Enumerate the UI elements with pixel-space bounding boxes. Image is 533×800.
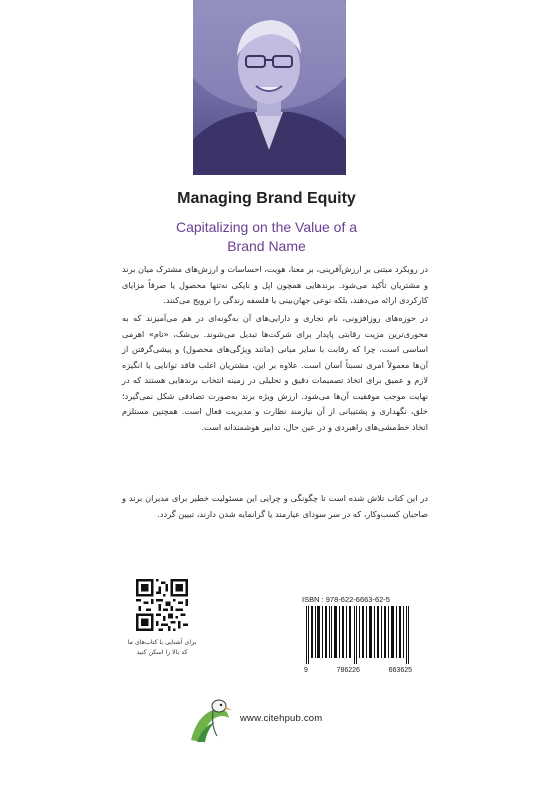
description-paragraph-3 <box>122 491 428 522</box>
book-title: Managing Brand Equity <box>177 190 356 207</box>
barcode-digit-group: 663625 <box>388 667 412 674</box>
qr-code[interactable] <box>136 579 188 631</box>
qr-caption-line-2: کد بالا را اسکن کنید <box>136 649 188 656</box>
publisher-logo-icon <box>187 696 233 746</box>
qr-caption <box>110 638 214 658</box>
paragraph-text: در حوزه‌های روزافزونی، نام تجاری و دارایی‌های آن به‌گونه‌ای در هم می‌آمیزند که به محوری‌ترین مزیت رقابتی پایدار برای شرکت‌ها تبدیل می‌شوند. بی‌شک، «نام» اهرمی اساسی است، چرا که رقابت با سایر مبانی (مانند ویژگی‌های محصول) و پیشی‌گرفتن از آن‌ها معمولاً امری نسبتاً آسان است. علاوه بر این، مشتریان اغلب فاقد توانایی یا انگیزه لازم و عمیق برای اتخاذ تصمیمات دقیق و تحلیلی در زمینه انتخاب برندهایی هستند که در نهایت موجب موفقیت آن‌ها می‌شود. ارزش ویژه برند به‌صورت تصادفی شکل نمی‌گیرد؛ خلق، نگهداری و پشتیبانی از آن نیازمند نظارت و مدیریت فعال است. همچنین مستلزم اتخاذ خط‌مشی‌های راهبردی و در عین حال، تدابیر هوشمندانه است. <box>122 313 428 432</box>
description-paragraph-2 <box>122 311 428 435</box>
author-portrait <box>193 0 346 175</box>
book-subtitle <box>0 218 533 256</box>
barcode-digit-group: 9 <box>304 667 308 674</box>
qr-code-image <box>136 579 188 631</box>
isbn-label: ISBN : 978-622-6663-62-5 <box>302 595 390 604</box>
barcode-digits <box>304 667 412 674</box>
barcode-digit-group: 786226 <box>336 667 360 674</box>
publisher-website[interactable]: www.citehpub.com <box>240 713 323 724</box>
subtitle-line-2: Brand Name <box>227 238 306 254</box>
description-paragraph-1 <box>122 262 428 309</box>
paragraph-text: در این کتاب تلاش شده است تا چگونگی و چرایی این مسئولیت خطیر برای مدیران برند و صاحبان کسب‌وکار، که در سر سودای عیارمند یا گرانمایه شدن دارند، تبیین گردد. <box>122 493 428 519</box>
paragraph-text: در رویکرد مبتنی بر ارزش‌آفرینی، بر معنا، هویت، احساسات و ارزش‌های مشترک میان برند و مشتریان تأکید می‌شود. برندهایی همچون اپل و نایکی نه‌تنها محصول یا صرفاً مزایای کارکردی ارائه می‌دهند، بلکه نوعی جهان‌بینی یا فلسفه زندگی را ترویج می‌کنند. <box>122 264 428 305</box>
portrait-illustration <box>193 0 346 175</box>
subtitle-line-1: Capitalizing on the Value of a <box>175 219 358 235</box>
barcode <box>304 606 412 664</box>
qr-caption-line-1: برای آشنایی با کتاب‌های ما <box>127 639 197 646</box>
